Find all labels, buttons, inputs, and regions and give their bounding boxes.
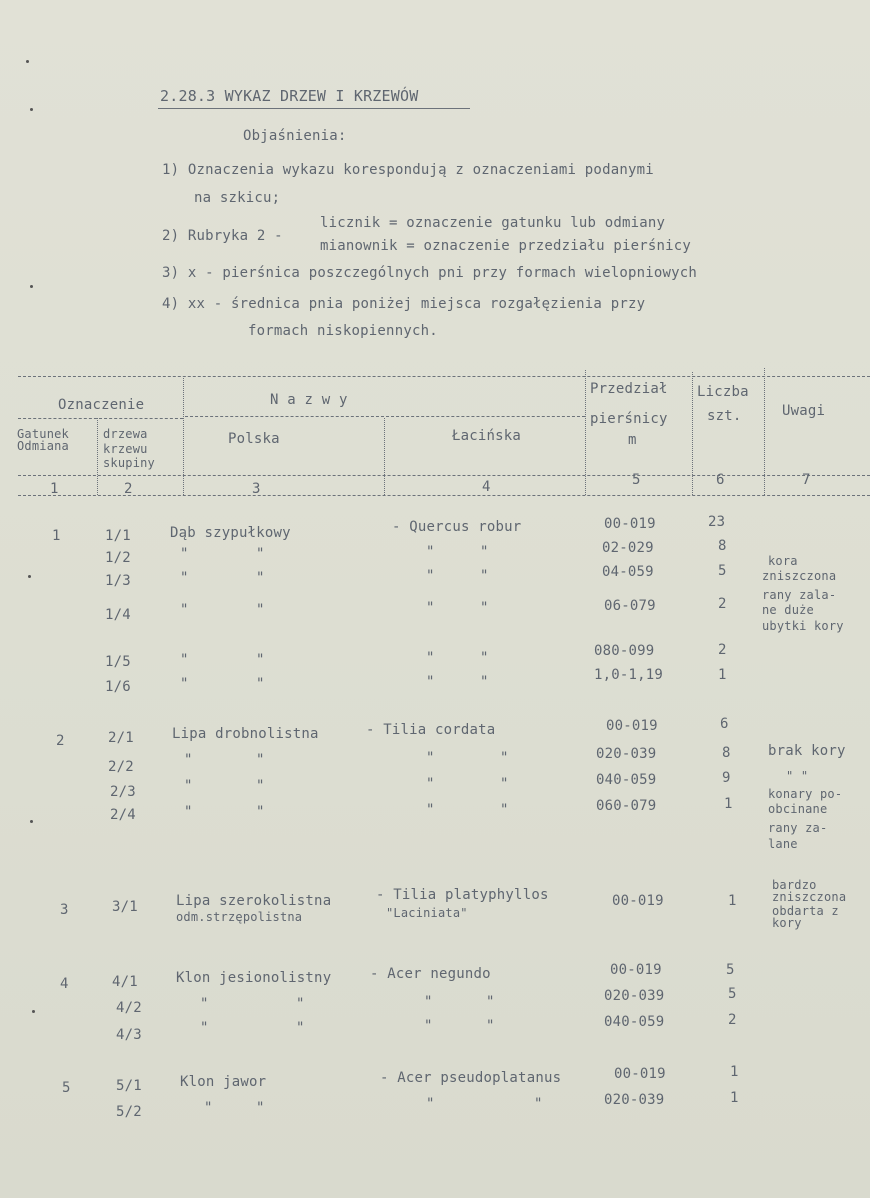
col-divider [585,370,586,495]
margin-mark [30,108,33,111]
column-number-1: 1 [50,481,59,497]
header-lacinska: Łacińska [452,428,522,444]
remark: kora [768,554,798,568]
count: 1 [730,1090,739,1106]
remark: zniszczona [762,569,837,583]
ditto-mark: " [180,676,189,692]
dbh-range: 04-059 [602,564,654,580]
group-number: 4 [60,976,69,992]
polish-name: Lipa szerokolistna [176,893,332,909]
count: 2 [728,1012,737,1028]
count: 5 [728,986,737,1002]
header-oznaczenie: Oznaczenie [58,397,145,413]
ditto-mark: " [534,1096,543,1112]
ditto-mark: " [426,674,435,690]
row-code: 2/2 [108,759,134,775]
table-top-border [18,376,870,377]
latin-name: - Tilia platyphyllos [376,887,549,903]
ditto-mark: " [500,802,509,818]
latin-name: - Quercus robur [392,519,522,535]
ditto-mark: " [480,600,489,616]
column-number-5: 5 [632,472,641,488]
ditto-mark: " [296,996,305,1012]
ditto-mark: " [424,1018,433,1034]
remark: zniszczona [772,890,847,904]
remark: kory [772,916,802,930]
explanation-4: 4) xx - średnica pnia poniżej miejsca rozgałęzienia przy [162,296,646,312]
column-number-4: 4 [482,479,491,495]
margin-mark [26,60,29,63]
count: 8 [722,745,731,761]
count: 6 [720,716,729,732]
count: 1 [724,796,733,812]
remark: " " [786,769,809,783]
polish-name: Klon jawor [180,1074,267,1090]
dbh-range: 00-019 [606,718,658,734]
latin-name: - Tilia cordata [366,722,496,738]
col-divider [183,378,184,495]
row-code: 4/2 [116,1000,142,1016]
ditto-mark: " [426,750,435,766]
header-przedzial-unit: m [628,432,637,448]
remark: bardzo [772,878,817,892]
ditto-mark: " [204,1100,213,1116]
dbh-range: 060-079 [596,798,657,814]
dbh-range: 00-019 [612,893,664,909]
header-przedzial: Przedział [590,381,668,397]
ditto-mark: " [480,568,489,584]
row-code: 4/1 [112,974,138,990]
row-code: 1/6 [105,679,131,695]
margin-mark [30,820,33,823]
ditto-mark: " [256,546,265,562]
group-number: 5 [62,1080,71,1096]
col-divider [97,418,98,495]
header-uwagi: Uwagi [782,403,826,419]
polish-name: Lipa drobnolistna [172,726,319,742]
header-divider [18,475,870,476]
dbh-range: 06-079 [604,598,656,614]
row-code: 1/2 [105,550,131,566]
dbh-range: 040-059 [596,772,657,788]
ditto-mark: " [426,776,435,792]
header-nazwy: N a z w y [270,392,348,408]
polish-name-variety: odm.strzępolistna [176,910,303,924]
ditto-mark: " [426,544,435,560]
row-code: 1/1 [105,528,131,544]
explanation-2-cont: mianownik = oznaczenie przedziału pierśnicy [320,238,692,254]
row-code: 2/1 [108,730,134,746]
header-drzewa: drzewa [103,427,148,441]
dbh-range: 020-039 [604,988,665,1004]
column-number-7: 7 [802,472,811,488]
remark: rany za- [768,821,828,835]
explanation-4-cont: formach niskopiennych. [248,323,438,339]
row-code: 5/2 [116,1104,142,1120]
column-number-3: 3 [252,481,261,497]
dbh-range: 020-039 [596,746,657,762]
explanation-2: licznik = oznaczenie gatunku lub odmiany [320,215,666,231]
document-heading: 2.28.3 WYKAZ DRZEW I KRZEWÓW [160,87,419,105]
dbh-range: 020-039 [604,1092,665,1108]
ditto-mark: " [256,752,265,768]
count: 1 [718,667,727,683]
header-piersnicy: pierśnicy [590,411,668,427]
remark: lane [768,837,798,851]
ditto-mark: " [426,802,435,818]
ditto-mark: " [426,650,435,666]
remark: obcinane [768,802,828,816]
group-number: 3 [60,902,69,918]
ditto-mark: " [180,652,189,668]
heading-underline [158,108,470,109]
dbh-range: 02-029 [602,540,654,556]
remark: ne duże [762,603,814,617]
header-gatunek: Gatunek [17,427,69,441]
count: 5 [718,563,727,579]
ditto-mark: " [256,652,265,668]
ditto-mark: " [486,994,495,1010]
explanation-1: 1) Oznaczenia wykazu korespondują z oznaczeniami podanymi [162,162,654,178]
ditto-mark: " [480,674,489,690]
ditto-mark: " [424,994,433,1010]
ditto-mark: " [180,546,189,562]
remark: obdarta z [772,904,839,918]
count: 23 [708,514,726,530]
col-divider [764,368,765,495]
ditto-mark: " [296,1020,305,1036]
column-number-2: 2 [124,481,133,497]
column-number-6: 6 [716,472,725,488]
header-odmiana: Odmiana [17,439,69,453]
remark: brak kory [768,743,846,759]
polish-name: Dąb szypułkowy [170,525,291,541]
col-divider [384,418,385,495]
row-code: 2/3 [110,784,136,800]
remark: rany zala- [762,588,837,602]
ditto-mark: " [180,570,189,586]
row-code: 1/4 [105,607,131,623]
dbh-range: 1,0-1,19 [594,667,664,683]
count: 1 [730,1064,739,1080]
row-code: 1/5 [105,654,131,670]
polish-name: Klon jesionolistny [176,970,332,986]
header-szt: szt. [707,408,742,424]
ditto-mark: " [256,778,265,794]
ditto-mark: " [184,752,193,768]
explanation-1-cont: na szkicu; [194,190,281,206]
count: 8 [718,538,727,554]
ditto-mark: " [200,1020,209,1036]
latin-name: - Acer pseudoplatanus [380,1070,562,1086]
header-skupiny: skupiny [103,456,155,470]
ditto-mark: " [426,1096,435,1112]
oznaczenie-divider [18,418,183,419]
dbh-range: 00-019 [604,516,656,532]
numbers-divider [18,495,870,496]
ditto-mark: " [256,676,265,692]
latin-name: - Acer negundo [370,966,491,982]
margin-mark [30,285,33,288]
ditto-mark: " [200,996,209,1012]
count: 1 [728,893,737,909]
dbh-range: 00-019 [610,962,662,978]
ditto-mark: " [256,570,265,586]
explanations-title: Objaśnienia: [243,128,347,144]
ditto-mark: " [256,1100,265,1116]
ditto-mark: " [184,778,193,794]
remark: konary po- [768,787,843,801]
margin-mark [28,575,31,578]
count: 5 [726,962,735,978]
dbh-range: 00-019 [614,1066,666,1082]
ditto-mark: " [486,1018,495,1034]
row-code: 2/4 [110,807,136,823]
explanation-3: 3) x - pierśnica poszczególnych pni przy formach wielopniowych [162,265,697,281]
ditto-mark: " [500,776,509,792]
row-code: 3/1 [112,899,138,915]
ditto-mark: " [480,650,489,666]
header-liczba: Liczba [697,384,749,400]
dbh-range: 040-059 [604,1014,665,1030]
latin-name-variety: "Laciniata" [386,906,468,920]
ditto-mark: " [180,602,189,618]
explanation-2-prefix: 2) Rubryka 2 - [162,228,283,244]
ditto-mark: " [426,600,435,616]
header-krzewu: krzewu [103,442,148,456]
col-divider [692,372,693,495]
count: 9 [722,770,731,786]
ditto-mark: " [184,804,193,820]
margin-mark [32,1010,35,1013]
dbh-range: 080-099 [594,643,655,659]
ditto-mark: " [426,568,435,584]
header-polska: Polska [228,431,280,447]
group-number: 1 [52,528,61,544]
remark: ubytki kory [762,619,844,633]
ditto-mark: " [256,602,265,618]
ditto-mark: " [256,804,265,820]
count: 2 [718,642,727,658]
group-number: 2 [56,733,65,749]
ditto-mark: " [500,750,509,766]
ditto-mark: " [480,544,489,560]
nazwy-divider [185,416,585,417]
row-code: 4/3 [116,1027,142,1043]
count: 2 [718,596,727,612]
row-code: 5/1 [116,1078,142,1094]
row-code: 1/3 [105,573,131,589]
